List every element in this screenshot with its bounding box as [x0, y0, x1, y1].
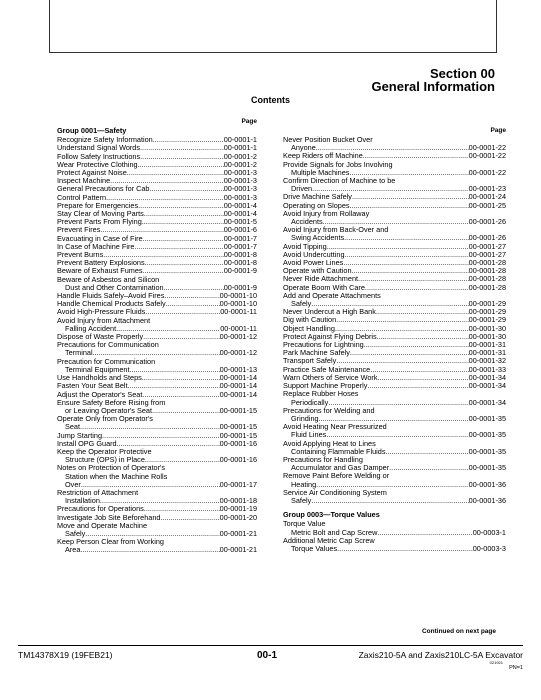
toc-entry-title: Safely [291, 496, 312, 505]
toc-entry-text: Keep Person Clear from Working [57, 537, 164, 547]
toc-entry-page: 00-0001-28 [468, 259, 506, 268]
toc-entry-page: 00-0001-14 [219, 374, 257, 383]
toc-entry-page: 00-0001-21 [219, 529, 257, 538]
toc-entry-page: 00-0001-30 [468, 324, 506, 333]
toc-entry [57, 284, 257, 292]
toc-entry [283, 251, 506, 259]
toc-entry-title: Wear Protective Clothing [57, 160, 138, 169]
dot-leader [80, 423, 220, 431]
toc-entry-text: Precautions for Welding and [283, 405, 375, 415]
toc-entry [283, 545, 506, 553]
toc-entry-title: Fasten Your Seat Belt [57, 382, 128, 391]
dot-leader [102, 432, 220, 440]
toc-entry-page: 00-0001-35 [468, 447, 506, 456]
toc-entry-page: 00-0001-36 [468, 496, 506, 505]
toc-entry [57, 325, 257, 333]
dot-leader [164, 284, 224, 292]
dot-leader [153, 136, 224, 144]
toc-entry-text: Avoid Injury from Rollaway [283, 208, 370, 218]
toc-entry-title: In Case of Machine Fire [57, 242, 135, 251]
dot-leader [128, 382, 220, 390]
toc-entry [57, 202, 257, 210]
toc-entry [283, 374, 506, 382]
toc-entry-title: Precautions for Operations [57, 505, 144, 514]
toc-entry-title: Warn Others of Service Work [283, 373, 378, 382]
toc-entry [283, 308, 506, 316]
toc-entry-title: Beware of Exhaust Fumes [57, 267, 143, 276]
dot-leader [343, 259, 468, 267]
toc-entry [57, 292, 257, 300]
dot-leader [377, 333, 469, 341]
toc-entry-page: 00-0001-2 [223, 160, 257, 169]
dot-leader [145, 259, 224, 267]
dot-leader [376, 308, 469, 316]
toc-entry-title: Grinding [291, 414, 319, 423]
toc-entry-title: Area [65, 546, 81, 555]
dot-leader [367, 382, 468, 390]
toc-entry-page: 00-0001-20 [219, 513, 257, 522]
toc-entry-page: 00-0001-28 [468, 275, 506, 284]
dot-leader [337, 545, 473, 553]
toc-entry-title: Dispose of Waste Properly [57, 333, 144, 342]
dot-leader [144, 210, 224, 218]
toc-right-column [283, 127, 506, 553]
toc-entry-page: 00-0001-3 [223, 177, 257, 186]
toc-entry-title: Use Handholds and Steps [57, 374, 142, 383]
toc-left-column [57, 118, 257, 555]
toc-entry [57, 374, 257, 382]
toc-entry-text: Precautions for Communication [57, 340, 159, 350]
toc-entry-page: 00-0001-14 [219, 390, 257, 399]
dot-leader [364, 341, 469, 349]
toc-entry-page: 00-0001-3 [223, 185, 257, 194]
dot-leader [336, 316, 469, 324]
toc-entry-text: Avoid Heating Near Pressurized [283, 422, 387, 432]
dot-leader [164, 292, 219, 300]
toc-entry-title: Seat [65, 423, 81, 432]
toc-entry-title: Periodically [291, 398, 329, 407]
toc-entry-text: Beware of Asbestos and Silicon [57, 274, 160, 284]
toc-entry-title: Over [65, 480, 81, 489]
dot-leader [103, 251, 223, 259]
toc-entry-text: Remove Paint Before Welding or [283, 471, 390, 481]
toc-entry-title: Safely [65, 529, 86, 538]
toc-entry-text: Confirm Direction of Machine to be [283, 176, 396, 186]
toc-entry-page: 00-0001-5 [223, 218, 257, 227]
toc-entry-title: Evacuating in Case of Fire [57, 234, 143, 243]
toc-entry-page: 00-0001-1 [223, 136, 257, 145]
toc-entry-text: Ensure Safety Before Rising from [57, 397, 166, 407]
toc-entry-page: 00-0001-36 [468, 480, 506, 489]
toc-entry [57, 432, 257, 440]
toc-entry-title: Handle Fluids Safely–Avoid Fires [57, 292, 165, 301]
toc-entry-page: 00-0001-27 [468, 250, 506, 259]
toc-entry-page: 00-0001-26 [468, 218, 506, 227]
toc-entry [57, 235, 257, 243]
toc-entry-page: 00-0001-11 [220, 308, 257, 317]
toc-entry [57, 144, 257, 152]
toc-entry-text: Avoid Injury from Attachment [57, 315, 151, 325]
toc-entry-title: Recognize Safety Information [57, 136, 153, 145]
dot-leader [386, 448, 469, 456]
toc-entry-page: 00-0001-4 [223, 210, 257, 219]
toc-entry [57, 136, 257, 144]
dot-leader [140, 144, 224, 152]
toc-entry-title: Swing Accidents [291, 234, 345, 243]
dot-leader [80, 546, 219, 554]
toc-entry-title: Installation [65, 497, 100, 506]
toc-entry-page: 00-0001-28 [468, 283, 506, 292]
toc-entry-title: Avoid Power Lines [283, 259, 344, 268]
toc-entry-title: Driven [291, 185, 313, 194]
dot-leader [311, 300, 468, 308]
dot-leader [312, 185, 469, 193]
toc-entry-title: Operate with Caution [283, 267, 352, 276]
dot-leader [377, 374, 468, 382]
dot-leader [116, 325, 220, 333]
toc-entry-title: Heating [291, 480, 317, 489]
dot-leader [142, 374, 220, 382]
dot-leader [134, 243, 223, 251]
toc-entry-page: 00-0001-7 [223, 234, 257, 243]
toc-entry-page: 00-0001-15 [219, 406, 257, 415]
dot-leader [138, 202, 224, 210]
toc-entry-title: Containing Flammable Fluids [291, 447, 386, 456]
dot-leader [336, 357, 468, 365]
toc-entry-page: 00-0001-12 [219, 349, 257, 358]
toc-entry [283, 234, 506, 242]
toc-entry-title: Park Machine Safely [283, 349, 350, 358]
group-heading: Group 0001—Safety [57, 126, 127, 135]
dot-leader [316, 144, 469, 152]
dot-leader [377, 529, 472, 537]
toc-entry [57, 546, 257, 554]
dot-leader [358, 275, 469, 283]
dot-leader [160, 514, 219, 522]
dot-leader [352, 267, 469, 275]
toc-entry-title: Object Handling [283, 324, 335, 333]
dot-leader [143, 235, 224, 243]
toc-entry [283, 497, 506, 505]
toc-entry [57, 161, 257, 169]
toc-entry-text: Add and Operate Attachments [283, 290, 381, 300]
toc-entry [57, 497, 257, 505]
toc-entry [283, 243, 506, 251]
toc-entry-page: 00-0001-15 [219, 423, 257, 432]
toc-entry [283, 259, 506, 267]
toc-entry [283, 193, 506, 201]
dot-leader [345, 251, 469, 259]
toc-entry [283, 325, 506, 333]
toc-entry-title: Protect Against Noise [57, 169, 127, 178]
toc-entry [57, 423, 257, 431]
contents-title: Contents [251, 95, 290, 105]
toc-entry-page: 00-0001-34 [468, 398, 506, 407]
dot-leader [335, 325, 469, 333]
toc-entry-page: 00-0001-22 [468, 168, 506, 177]
dot-leader [100, 226, 223, 234]
toc-entry-text: Avoid Injury from Back-Over and [283, 225, 389, 235]
toc-entry-page: 00-0001-23 [468, 185, 506, 194]
toc-entry-title: Inspect Machine [57, 177, 111, 186]
toc-entry-text: Station when the Machine Rolls [65, 471, 168, 481]
toc-entry-text: Service Air Conditioning System [283, 487, 387, 497]
toc-entry [57, 177, 257, 185]
footer-divider [18, 645, 523, 646]
toc-entry [57, 366, 257, 374]
toc-entry-text: Torque Value [283, 519, 326, 529]
toc-entry [283, 333, 506, 341]
toc-entry-title: Practice Safe Maintenance [283, 365, 371, 374]
section-label: Section 00 [429, 66, 495, 81]
toc-entry-text: Operate Only from Operator's [57, 414, 153, 424]
toc-entry-text: Move and Operate Machine [57, 520, 148, 530]
toc-entry [57, 153, 257, 161]
toc-entry-title: Dust and Other Contamination [65, 283, 164, 292]
toc-entry [283, 300, 506, 308]
dot-leader [350, 349, 469, 357]
toc-entry-title: Prevent Fires [57, 226, 101, 235]
toc-entry [283, 341, 506, 349]
dot-leader [130, 366, 220, 374]
toc-entry-title: Adjust the Operator's Seat [57, 390, 143, 399]
toc-entry-title: Stay Clear of Moving Parts [57, 210, 144, 219]
toc-entry-title: or Leaving Operator's Seat [65, 406, 152, 415]
toc-entry-page: 00-0001-29 [468, 308, 506, 317]
toc-entry-text: Keep the Operator Protective [57, 446, 152, 456]
toc-entry-title: General Precautions for Cab [57, 185, 150, 194]
toc-entry-page: 00-0001-32 [468, 357, 506, 366]
toc-entry-page: 00-0001-35 [468, 431, 506, 440]
toc-entry-title: Accumulator and Gas Damper [291, 464, 390, 473]
toc-entry-page: 00-0001-12 [219, 333, 257, 342]
toc-entry-page: 00-0001-26 [468, 234, 506, 243]
toc-entry-page: 00-0001-10 [219, 292, 257, 301]
toc-entry-title: Support Machine Properly [283, 382, 368, 391]
toc-entry [283, 275, 506, 283]
dot-leader [100, 497, 220, 505]
toc-entry-page: 00-0001-8 [223, 251, 257, 260]
toc-entry-page: 00-0001-14 [219, 382, 257, 391]
toc-entry-title: Structure (OPS) in Place [65, 456, 145, 465]
toc-entry [57, 505, 257, 513]
dot-leader [352, 193, 469, 201]
toc-entry-title: Torque Values [291, 544, 338, 553]
toc-entry-title: Transport Safely [283, 357, 337, 366]
toc-entry-title: Terminal [65, 349, 93, 358]
toc-entry [57, 300, 257, 308]
toc-entry-page: 00-0001-34 [468, 373, 506, 382]
toc-entry [57, 382, 257, 390]
dot-leader [166, 300, 220, 308]
footer-page-number: 00-1 [257, 650, 278, 661]
toc-entry-page: 00-0001-1 [223, 144, 257, 153]
toc-entry-title: Drive Machine Safely [283, 193, 352, 202]
toc-entry [283, 349, 506, 357]
toc-entry-title: Prevent Burns [57, 251, 104, 260]
toc-entry-title: Prepare for Emergencies [57, 201, 139, 210]
toc-entry [57, 226, 257, 234]
toc-entry-page: 00-0001-11 [220, 324, 257, 333]
toc-entry-page: 00-0001-28 [468, 267, 506, 276]
toc-entry-title: Multiple Machines [291, 168, 350, 177]
toc-entry-page: 00-0001-3 [223, 169, 257, 178]
toc-entry-title: Investigate Job Site Beforehand [57, 513, 161, 522]
toc-entry [283, 144, 506, 152]
toc-entry-page: 00-0001-17 [219, 480, 257, 489]
toc-entry-text: Precautions for Handling [283, 454, 363, 464]
toc-entry-title: Operate Boom With Care [283, 283, 365, 292]
page-column-header: Page [490, 127, 506, 134]
toc-entry-title: Terminal Equipment [65, 365, 130, 374]
toc-entry-title: Anyone [291, 144, 316, 153]
toc-entry-page: 00-0001-21 [219, 546, 257, 555]
toc-entry-page: 00-0001-29 [468, 316, 506, 325]
dot-leader [149, 185, 223, 193]
toc-entry-page: 00-0001-29 [468, 300, 506, 309]
footer-model: Zaxis210-5A and Zaxis210LC-5A Excavator [358, 650, 523, 660]
toc-entry [283, 267, 506, 275]
toc-entry-title: Precautions for Lightning [283, 341, 364, 350]
toc-entry-page: 00-0001-15 [219, 431, 257, 440]
toc-entry-page: 00-0001-25 [468, 201, 506, 210]
page-column-header: Page [241, 118, 257, 125]
dot-leader [144, 505, 220, 513]
toc-entry [57, 251, 257, 259]
dot-leader [389, 464, 469, 472]
toc-entry [57, 243, 257, 251]
section-heading [371, 67, 495, 93]
toc-entry-page: 00-0001-24 [468, 193, 506, 202]
continued-note: Continued on next page [421, 628, 496, 635]
toc-entry-page: 00-0001-4 [223, 201, 257, 210]
dot-leader [140, 153, 224, 161]
toc-entry-page: 00-0001-33 [468, 365, 506, 374]
toc-entry-title: Avoid Undercutting [283, 250, 345, 259]
toc-entry-title: Metric Bolt and Cap Screw [291, 528, 378, 537]
group-heading: Group 0003—Torque Values [283, 510, 380, 520]
toc-entry-page: 00-0001-10 [219, 300, 257, 309]
toc-entry-title: Prevent Battery Explosions [57, 259, 145, 268]
toc-entry-title: Jump Starting [57, 431, 103, 440]
dot-leader [106, 194, 224, 202]
toc-entry-page: 00-0001-31 [468, 341, 506, 350]
dot-leader [127, 169, 224, 177]
dot-leader [145, 308, 220, 316]
toc-entry-title: Never Ride Attachment [283, 275, 359, 284]
toc-entry-title: Dig with Caution [283, 316, 337, 325]
dot-leader [152, 407, 220, 415]
toc-entry-title: Safely [291, 300, 312, 309]
toc-entry [283, 357, 506, 365]
dot-leader [110, 177, 224, 185]
toc-entry [57, 210, 257, 218]
toc-entry-page: 00-0001-16 [219, 456, 257, 465]
toc-entry-page: 00-0001-18 [219, 497, 257, 506]
toc-entry-page: 00-0001-6 [223, 226, 257, 235]
toc-entry-page: 00-0003-1 [472, 528, 506, 537]
toc-entry-page: 00-0001-35 [468, 414, 506, 423]
toc-entry-title: Avoid High-Pressure Fluids [57, 308, 146, 317]
toc-entry-title: Avoid Tipping [283, 242, 327, 251]
footer-doc-id: TM14378X19 (19FEB21) [18, 650, 113, 660]
footer-code: 021921 [489, 660, 503, 665]
toc-entry-title: Install OPG Guard [57, 439, 117, 448]
toc-entry-page: 00-0001-13 [219, 365, 257, 374]
section-title: General Information [371, 79, 495, 94]
toc-entry-page: 00-0001-22 [468, 152, 506, 161]
toc-entry-page: 00-0001-16 [219, 439, 257, 448]
toc-entry-page: 00-0001-19 [219, 505, 257, 514]
toc-entry-title: Never Undercut a High Bank [283, 308, 376, 317]
toc-entry-title: Prevent Parts From Flying [57, 218, 142, 227]
toc-entry-text: Provide Signals for Jobs Involving [283, 159, 393, 169]
dot-leader [311, 497, 468, 505]
toc-entry-page: 00-0001-22 [468, 144, 506, 153]
toc-entry [57, 169, 257, 177]
toc-entry-title: Fluid Lines [291, 431, 327, 440]
toc-entry-text: Restriction of Attachment [57, 487, 139, 497]
toc-entry-page: 00-0001-7 [223, 242, 257, 251]
toc-entry-text: Replace Rubber Hoses [283, 389, 359, 399]
toc-entry-text: Additional Metric Cap Screw [283, 535, 375, 545]
toc-entry-title: Understand Signal Words [57, 144, 141, 153]
toc-entry-page: 00-0001-9 [223, 267, 257, 276]
toc-entry-page: 00-0001-3 [223, 193, 257, 202]
toc-entry-page: 00-0001-9 [223, 283, 257, 292]
toc-entry [57, 194, 257, 202]
toc-entry-page: 00-0001-2 [223, 152, 257, 161]
toc-entry-title: Keep Riders off Machine [283, 152, 363, 161]
toc-entry-text: Precaution for Communication [57, 356, 156, 366]
toc-entry-title: Follow Safety Instructions [57, 152, 141, 161]
toc-entry-page: 00-0001-34 [468, 382, 506, 391]
toc-entry-title: Handle Chemical Products Safely [57, 300, 166, 309]
toc-entry-text: Never Position Bucket Over [283, 135, 373, 144]
toc-entry [283, 316, 506, 324]
dot-leader [370, 366, 468, 374]
footer-pn: PN=1 [509, 665, 523, 671]
toc-entry [57, 185, 257, 193]
dot-leader [138, 161, 224, 169]
toc-entry-title: Protect Against Flying Debris [283, 332, 377, 341]
toc-entry-page: 00-0001-35 [468, 464, 506, 473]
toc-entry-page: 00-0001-8 [223, 259, 257, 268]
toc-entry-title: Accidents [291, 218, 323, 227]
toc-entry-title: Operating on Slopes [283, 201, 350, 210]
toc-entry-text: Avoid Applying Heat to Lines [283, 438, 376, 448]
dot-leader [344, 234, 469, 242]
toc-entry-title: Falling Accident [65, 324, 117, 333]
toc-entry [283, 366, 506, 374]
toc-entry-title: Control Pattern [57, 193, 107, 202]
toc-entry-page: 00-0001-27 [468, 242, 506, 251]
toc-entry [57, 218, 257, 226]
toc-entry-page: 00-0001-30 [468, 332, 506, 341]
binder-margin-box [49, 0, 497, 53]
toc-entry-page: 00-0003-3 [472, 544, 506, 553]
toc-entry-page: 00-0001-31 [468, 349, 506, 358]
dot-leader [142, 218, 224, 226]
toc-entry [57, 259, 257, 267]
dot-leader [327, 243, 469, 251]
toc-entry [283, 185, 506, 193]
toc-entry-text: Notes on Protection of Operator's [57, 463, 166, 473]
